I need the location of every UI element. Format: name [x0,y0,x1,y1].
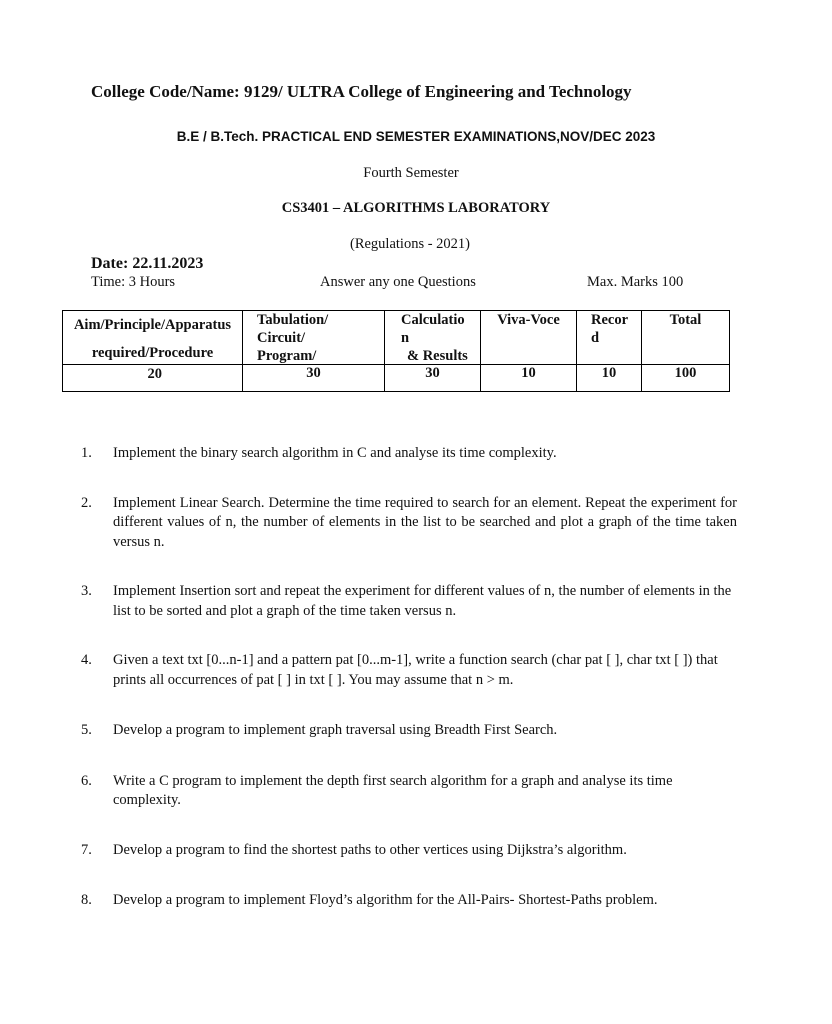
question-item [81,721,737,741]
header-cell-viva [481,311,577,365]
cell-value: 100 [674,365,697,381]
question-number: 3. [81,583,92,599]
question-number: 8. [81,892,92,908]
question-list [81,444,737,911]
cell-value: 20 [147,366,162,382]
header-text: Program/ [257,348,317,364]
question-text: Implement the binary search algorithm in C and analyse its time complexity. [113,445,557,461]
header-text: d [591,330,600,346]
question-number: 2. [81,494,92,511]
cell-value: 30 [425,365,440,381]
question-number: 5. [81,722,92,738]
question-number: 6. [81,772,92,789]
header-cell-calculation [385,311,481,365]
subject-title: CS3401 – ALGORITHMS LABORATORY [281,200,551,216]
college-name: College Code/Name: 9129/ ULTRA College of Engineering and Technology [91,82,632,101]
value-cell-tabulation [243,365,385,392]
header-text: Circuit/ [257,330,306,346]
question-text: Develop a program to implement graph traversal using Breadth First Search. [113,722,558,738]
header-text: Tabulation/ [257,312,329,328]
header-text: required/Procedure [91,345,214,361]
question-text: Develop a program to find the shortest paths to other vertices using Dijkstra’s algorithm. [113,841,627,858]
question-item [81,582,737,621]
header-cell-total [642,311,730,365]
semester: Fourth Semester [363,165,459,181]
question-number: 1. [81,445,92,461]
header-text: Calculatio [401,312,465,328]
question-number: 4. [81,652,92,668]
max-marks: Max. Marks 100 [587,274,684,290]
value-cell-calculation [385,365,481,392]
marks-values-row [63,365,730,392]
cell-value: 10 [601,365,617,381]
question-item [81,891,737,911]
question-item [81,494,737,553]
question-number: 7. [81,841,92,858]
regulations: (Regulations - 2021) [349,236,470,252]
header-text: Total [669,312,702,328]
exam-date: Date: 22.11.2023 [91,255,204,272]
value-cell-aim [63,365,243,392]
question-item [81,651,737,690]
header-cell-aim [63,311,243,365]
question-item [81,444,737,464]
header-cell-tabulation [243,311,385,365]
question-item [81,772,737,811]
question-item [81,841,737,861]
cell-value: 10 [521,365,536,381]
header-text: Recor [591,312,629,328]
cell-value: 30 [306,365,321,381]
value-cell-viva [481,365,577,392]
value-cell-total [642,365,730,392]
question-text: Given a text txt [0...n-1] and a pattern pat [0...m-1], write a function search (char pat [ ], char txt [ ]) that prints all occurrences of pat [ ] in txt [ ]. You may assume that n > m. [113,652,718,688]
question-text: Develop a program to implement Floyd’s algorithm for the All-Pairs- Shortest-Paths problem. [113,892,658,908]
value-cell-record [577,365,642,392]
header-text: n [401,330,410,346]
header-text: Viva-Voce [497,312,560,328]
header-text: Aim/Principle/Apparatus [73,317,232,333]
marks-table [62,310,730,392]
question-text: Write a C program to implement the depth first search algorithm for a graph and analyse its time complexity. [113,772,673,808]
question-text: Implement Linear Search. Determine the time required to search for an element. Repeat the experiment for different values of n, the number of elements in the list to be searched and plot a graph of the time taken versus n. [113,494,737,550]
exam-instruction: Answer any one Questions [320,274,476,290]
header-cell-record [577,311,642,365]
header-text: & Results [407,348,468,364]
question-text: Implement Insertion sort and repeat the experiment for different values of n, the number of elements in the list to be sorted and plot a graph of the time taken versus n. [113,583,732,619]
exam-duration: Time: 3 Hours [91,274,176,290]
marks-header-row [63,311,730,365]
exam-title: B.E / B.Tech. PRACTICAL END SEMESTER EXAMINATIONS,NOV/DEC 2023 [176,129,656,144]
